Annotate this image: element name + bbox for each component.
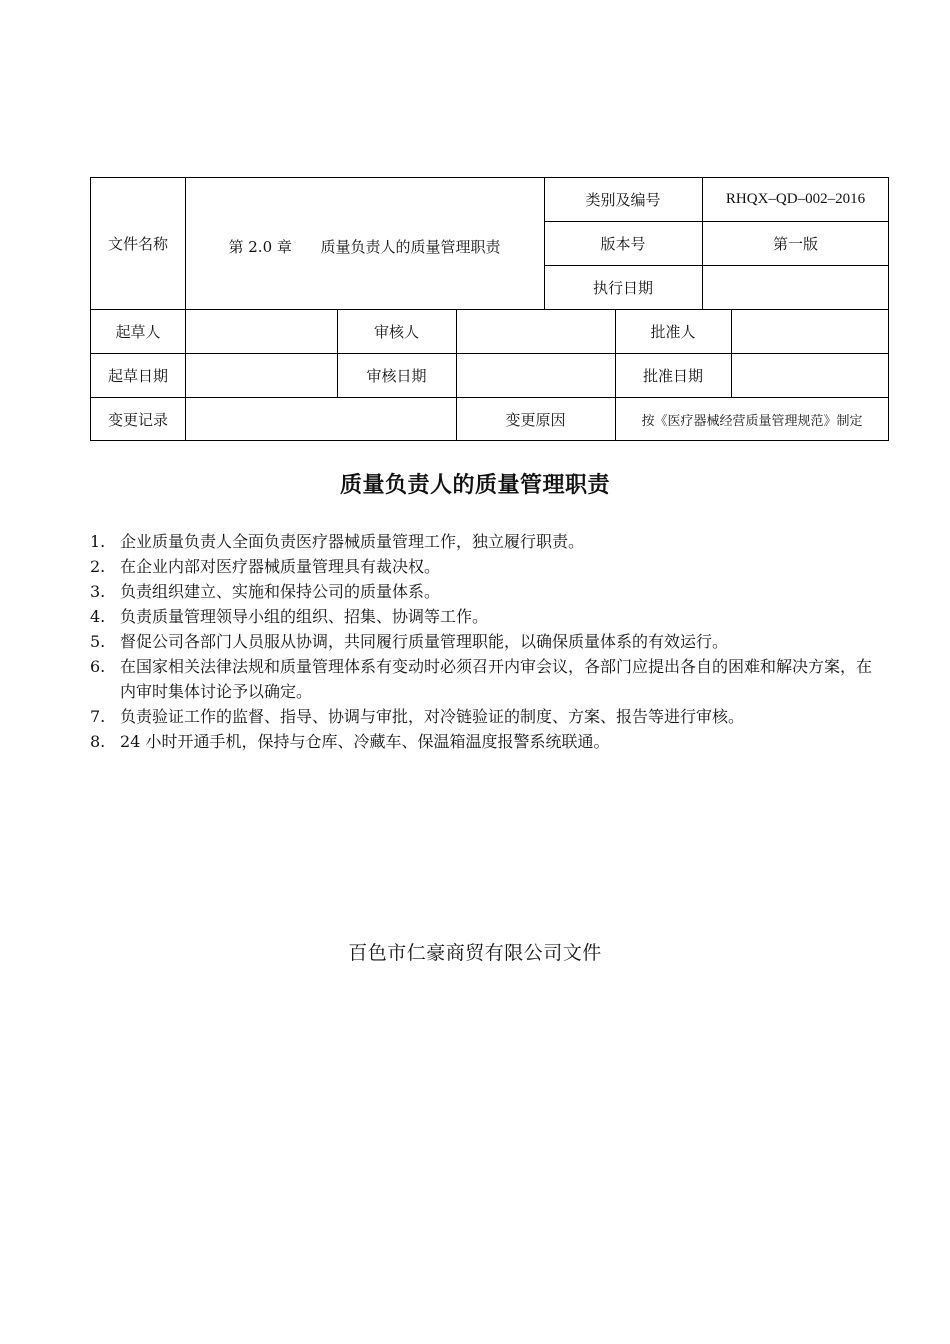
list-item-number: 7. (90, 707, 106, 726)
change-reason-value: 按《医疗器械经营质量管理规范》制定 (641, 413, 863, 429)
approve-date-value (731, 353, 889, 397)
change-record-value (185, 397, 456, 441)
list-item-text: 督促公司各部门人员服从协调，共同履行质量管理职能，以确保质量体系的有效运行。 (120, 632, 729, 651)
effective-date-value (702, 265, 889, 309)
list-item (90, 654, 880, 704)
document-control-table (90, 177, 889, 441)
reviewer-value (456, 309, 615, 353)
list-item-text: 在企业内部对医疗器械质量管理具有裁决权。 (120, 557, 441, 576)
change-reason-label: 变更原因 (505, 410, 566, 429)
review-date-value (456, 353, 615, 397)
approver-label: 批准人 (650, 322, 696, 341)
list-item (90, 604, 880, 629)
version-value: 第一版 (772, 234, 818, 253)
list-item-number: 8. (90, 732, 106, 751)
approver-value (731, 309, 889, 353)
list-item-text: 负责组织建立、实施和保持公司的质量体系。 (120, 582, 441, 601)
approve-date-label: 批准日期 (642, 366, 703, 385)
list-item-text: 企业质量负责人全面负责医疗器械质量管理工作，独立履行职责。 (120, 532, 585, 551)
list-item-text: 在国家相关法律法规和质量管理体系有变动时必须召开内审会议，各部门应提出各自的困难和解决方案，在内审时集体讨论予以确定。 (120, 657, 873, 701)
list-item-text: 负责质量管理领导小组的组织、招集、协调等工作。 (120, 607, 489, 626)
drafter-label: 起草人 (115, 322, 161, 341)
list-item-number: 2. (90, 557, 106, 576)
draft-date-value (185, 353, 337, 397)
version-label: 版本号 (600, 234, 646, 253)
duties-list (90, 529, 880, 754)
list-item (90, 529, 880, 554)
list-item (90, 554, 880, 579)
change-record-label: 变更记录 (107, 410, 168, 429)
list-item (90, 579, 880, 604)
file-name-label: 文件名称 (107, 235, 168, 253)
list-item (90, 629, 880, 654)
drafter-value (185, 309, 337, 353)
effective-date-label: 执行日期 (592, 278, 653, 297)
list-item (90, 729, 880, 754)
list-item (90, 704, 880, 729)
list-item-number: 4. (90, 607, 106, 626)
list-item-text: 24 小时开通手机，保持与仓库、冷藏车、保温箱温度报警系统联通。 (120, 732, 610, 751)
list-item-text: 负责验证工作的监督、指导、协调与审批，对冷链验证的制度、方案、报告等进行审核。 (120, 707, 745, 726)
list-item-number: 3. (90, 582, 106, 601)
document-title: 质量负责人的质量管理职责 (339, 473, 610, 498)
review-date-label: 审核日期 (366, 366, 427, 385)
category-label: 类别及编号 (585, 191, 661, 209)
list-item-number: 5. (90, 632, 106, 651)
file-name-value: 第 2.0 章 质量负责人的质量管理职责 (228, 237, 501, 256)
list-item-number: 1. (90, 532, 106, 551)
company-footer: 百色市仁豪商贸有限公司文件 (348, 942, 602, 964)
category-value: RHQX–QD–002–2016 (725, 191, 866, 207)
list-item-number: 6. (90, 657, 106, 676)
draft-date-label: 起草日期 (107, 366, 168, 385)
reviewer-label: 审核人 (373, 322, 419, 341)
